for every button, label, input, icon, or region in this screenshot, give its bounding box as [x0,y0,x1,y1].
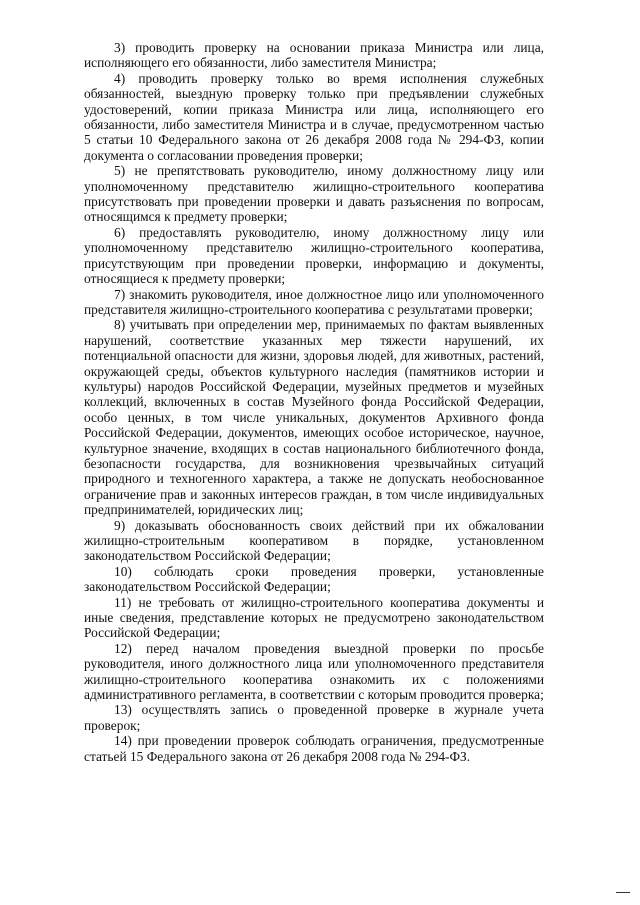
paragraph-item-11: 11) не требовать от жилищно-строительного кооператива документы и иные сведения, представление которых не предусмотрено законодательством Российской Федерации; [84,594,544,641]
paragraph-item-5: 5) не препятствовать руководителю, иному должностному лицу или уполномоченному представителю жилищно-строительного кооператива присутствовать при проведении проверки и давать разъяснения по вопросам, относящимся к предмету проверки; [84,163,544,225]
paragraph-item-7: 7) знакомить руководителя, иное должностное лицо или уполномоченного представителя жилищно-строительного кооператива с результатами проверки; [84,286,544,317]
paragraph-item-8: 8) учитывать при определении мер, принимаемых по фактам выявленных нарушений, соответствие указанных мер тяжести нарушений, их потенциальной опасности для жизни, здоровья людей, для животных, растений, окружающей среды, объектов культурного наследия (памятников истории и культуры) народов Российской Федерации, музейных предметов и музейных коллекций, включенных в состав Музейного фонда Российской Федерации, особо ценных, в том числе уникальных, документов Архивного фонда Российской Федерации, документов, имеющих особое историческое, научное, культурное значение, входящих в состав национального библиотечного фонда, безопасности государства, для возникновения чрезвычайных ситуаций природного и техногенного характера, а также не допускать необоснованное ограничение прав и законных интересов граждан, в том числе индивидуальных предпринимателей, юридических лиц; [84,317,544,518]
paragraph-item-12: 12) перед началом проведения выездной проверки по просьбе руководителя, иного должностного лица или уполномоченного представителя жилищно-строительного кооператива ознакомить их с положениями административного регламента, в соответствии с которым проводится проверка; [84,640,544,703]
paragraph-item-13: 13) осуществлять запись о проведенной проверке в журнале учета проверок; [84,702,544,733]
paragraph-item-10: 10) соблюдать сроки проведения проверки, установленные законодательством Российской Федерации; [84,563,544,595]
paragraph-item-6: 6) предоставлять руководителю, иному должностному лицу или уполномоченному представителю жилищно-строительного кооператива, присутствующим при проведении проверки, информацию и документы, относящиеся к предмету проверки; [84,224,544,287]
paragraph-item-4: 4) проводить проверку только во время исполнения служебных обязанностей, выездную проверку только при предъявлении служебных удостоверений, копии приказа Министра или лица, исполняющего его обязанности, либо заместителя Министра и в случае, предусмотренном частью 5 статьи 10 Федерального закона от 26 декабря 2008 года № 294-ФЗ, копии документа о согласовании проведения проверки; [84,70,544,163]
scan-corner-mark [616,892,630,893]
paragraph-item-14: 14) при проведении проверок соблюдать ограничения, предусмотренные статьей 15 Федерального закона от 26 декабря 2008 года № 294-ФЗ. [84,733,544,764]
document-page [84,40,544,764]
paragraph-item-3: 3) проводить проверку на основании приказа Министра или лица, исполняющего его обязанности, либо заместителя Министра; [84,40,544,71]
paragraph-item-9: 9) доказывать обоснованность своих действий при их обжаловании жилищно-строительным кооперативом в порядке, установленном законодательством Российской Федерации; [84,517,544,564]
